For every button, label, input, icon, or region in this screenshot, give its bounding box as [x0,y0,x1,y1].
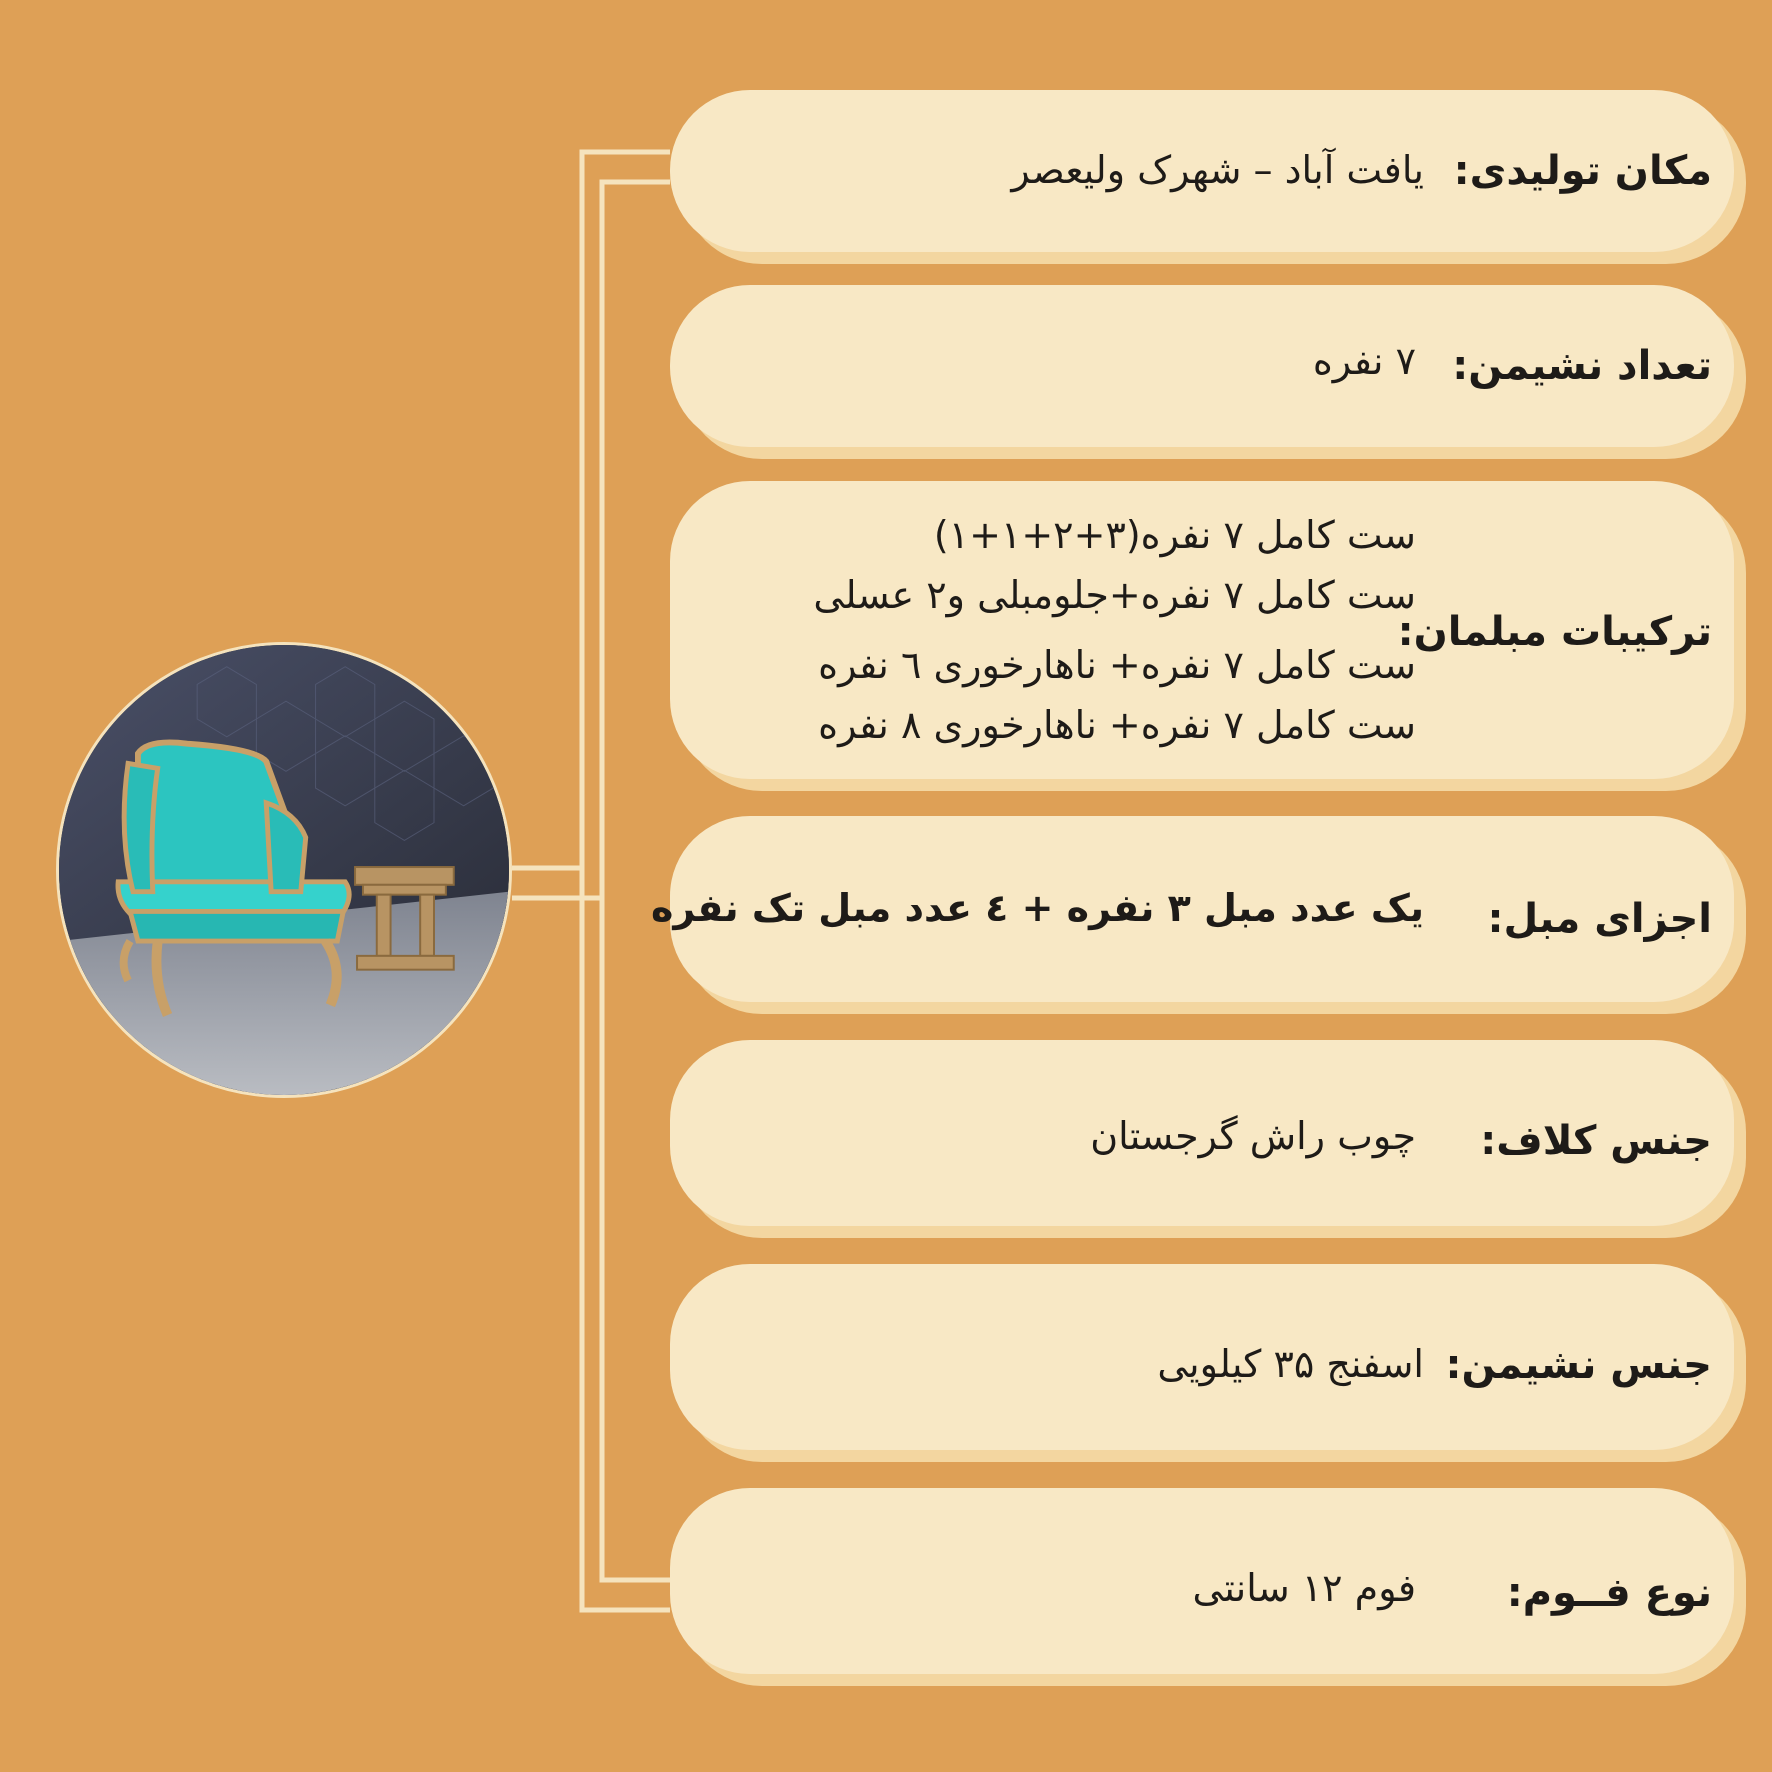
armchair-photo [56,642,512,1098]
spec-label-components: اجزای مبل: [1487,896,1712,942]
combination-line-2: ست کامل ۷ نفره+جلومبلی و۲ عسلی [813,573,1416,617]
spec-value-seating-count: ۷ نفره [1312,339,1416,383]
spec-card-frame-material [670,1040,1734,1226]
spec-card-seating-count [670,285,1734,447]
spec-card-foam-type [670,1488,1734,1674]
spec-label-location: مکان تولیدی: [1453,148,1712,194]
spec-label-foam-type: نوع فــوم: [1506,1570,1712,1616]
spec-label-seat-material: جنس نشیمن: [1445,1342,1712,1388]
spec-card-seat-material [670,1264,1734,1450]
spec-label-combinations: ترکیبات مبلمان: [1397,609,1712,655]
combination-line-1: ست کامل ۷ نفره(۳+۲+۱+۱) [933,513,1416,557]
spec-value-seat-material: اسفنج ۳۵ کیلویی [1157,1342,1424,1386]
spec-value-foam-type: فوم ۱۲ سانتی [1192,1566,1416,1610]
spec-value-combinations [813,507,1416,757]
spec-label-seating-count: تعداد نشیمن: [1452,343,1712,389]
spec-value-location: یافت آباد – شهرک ولیعصر [1011,148,1424,192]
spec-label-frame-material: جنس کلاف: [1480,1118,1712,1164]
spec-card-location [670,90,1734,252]
spec-value-frame-material: چوب راش گرجستان [1090,1114,1416,1158]
spec-value-components: یک عدد مبل ۳ نفره + ٤ عدد مبل تک نفره [650,886,1424,930]
spec-card-combinations [670,481,1734,779]
spec-card-components [650,816,1734,1002]
combination-line-4: ست کامل ۷ نفره+ ناهارخوری ۸ نفره [818,703,1416,747]
combination-line-3: ست کامل ۷ نفره+ ناهارخوری ٦ نفره [818,643,1416,687]
